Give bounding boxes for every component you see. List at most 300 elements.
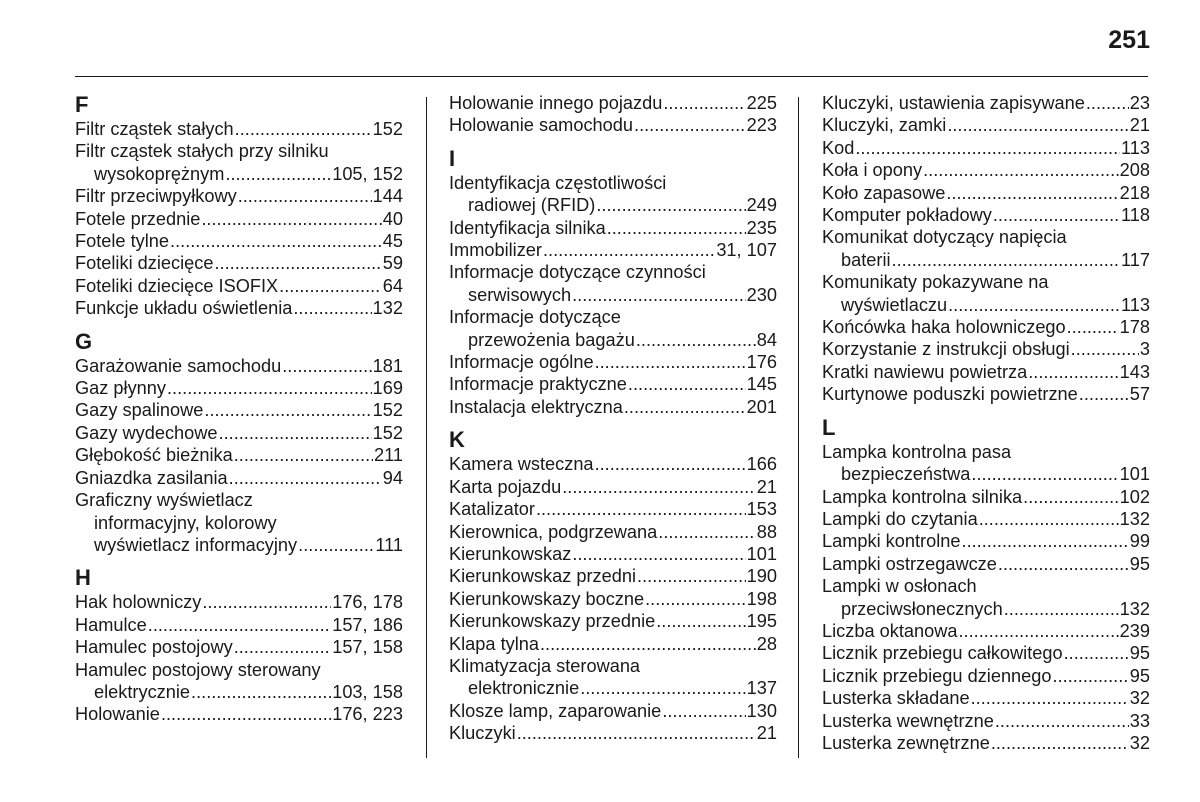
index-entry-line — [822, 598, 1150, 620]
index-entry-page: 137 — [746, 678, 777, 699]
index-entry — [449, 633, 777, 655]
index-entry-text: Liczba oktanowa — [822, 620, 958, 641]
index-entry-page: 101 — [746, 543, 777, 564]
index-entry-page: 3 — [1139, 339, 1150, 360]
index-entry-text: Kamera wsteczna — [449, 454, 594, 475]
index-entry-page: 21 — [756, 476, 777, 497]
index-entry-text: przewożenia bagażu — [468, 329, 635, 350]
index-entry-page: 166 — [746, 454, 777, 475]
index-entry-line — [822, 508, 1150, 530]
index-entry-line — [449, 543, 777, 565]
index-entry-text: Lusterka zewnętrzne — [822, 732, 990, 753]
dot-leader — [595, 351, 746, 373]
index-entry-page: 59 — [382, 253, 403, 274]
index-entry — [75, 275, 403, 297]
index-entry-line — [822, 249, 1150, 271]
dot-leader — [572, 543, 745, 565]
index-entry-line — [449, 172, 777, 194]
index-entry — [449, 610, 777, 632]
index-entry-page: 45 — [382, 231, 403, 252]
index-entry-page: 201 — [746, 396, 777, 417]
index-entry-text: Licznik przebiegu dziennego — [822, 665, 1052, 686]
index-entry-page: 95 — [1129, 665, 1150, 686]
index-entry-text: Gazy spalinowe — [75, 400, 204, 421]
index-entry-page: 23 — [1129, 93, 1150, 113]
dot-leader — [855, 137, 1120, 159]
dot-leader — [279, 275, 382, 297]
index-entry-line — [75, 422, 403, 444]
index-entry — [822, 441, 1150, 486]
index-entry — [449, 476, 777, 498]
index-entry — [822, 316, 1150, 338]
dot-leader — [947, 114, 1128, 136]
dot-leader — [658, 521, 755, 543]
dot-leader — [580, 677, 745, 699]
index-entry-text: Kierunkowskaz przedni — [449, 566, 637, 587]
index-entry-page: 211 — [374, 445, 403, 466]
index-section-letter: L — [822, 414, 836, 440]
index-entry — [75, 444, 403, 466]
index-entry — [75, 230, 403, 252]
dot-leader — [971, 687, 1129, 709]
dot-leader — [1067, 316, 1119, 338]
dot-leader — [234, 444, 373, 466]
index-entry-text: wyświetlaczu — [841, 294, 948, 315]
index-entry-line — [449, 498, 777, 520]
index-entry — [822, 271, 1150, 316]
dot-leader — [229, 467, 382, 489]
index-entry-page: 113 — [1121, 137, 1150, 158]
index-entry-line — [75, 399, 403, 421]
index-entry-text: Kod — [822, 137, 855, 158]
index-entry — [822, 226, 1150, 271]
index-entry-page: 33 — [1129, 710, 1150, 731]
dot-leader — [991, 732, 1129, 754]
index-entry-page: 169 — [372, 378, 403, 399]
index-entry-line — [75, 636, 403, 658]
index-entry-text: Hamulec postojowy — [75, 637, 233, 658]
dot-leader — [543, 239, 715, 261]
index-entry — [822, 642, 1150, 664]
index-entry-line — [75, 512, 403, 534]
index-entry — [75, 355, 403, 377]
index-entry — [75, 591, 403, 613]
index-entry — [75, 297, 403, 319]
index-entry-text: Gaz płynny — [75, 378, 166, 399]
index-entry-text: Lampki ostrzegawcze — [822, 553, 997, 574]
index-entry-line — [449, 677, 777, 699]
index-entry — [449, 306, 777, 351]
index-column-2 — [449, 92, 777, 745]
index-entry-line — [75, 185, 403, 207]
index-entry-line — [449, 396, 777, 418]
index-entry-line — [75, 591, 403, 613]
index-entry-page: 103, 158 — [332, 681, 403, 702]
index-entry-line — [822, 530, 1150, 552]
index-entry-line — [449, 700, 777, 722]
index-entry-text: Głębokość bieżnika — [75, 445, 233, 466]
index-entry-line — [449, 217, 777, 239]
index-entry-line — [449, 633, 777, 655]
index-entry-line — [75, 252, 403, 274]
index-entry-line — [822, 338, 1150, 360]
index-entry — [822, 159, 1150, 181]
index-entry-line — [75, 275, 403, 297]
index-entry-page: 57 — [1129, 384, 1150, 405]
dot-leader — [628, 373, 746, 395]
index-entry-page: 32 — [1129, 732, 1150, 753]
index-entry-line — [822, 620, 1150, 642]
index-entry-text: Graficzny wyświetlacz — [75, 490, 253, 511]
index-entry-page: 84 — [756, 329, 777, 350]
index-entry-line — [449, 565, 777, 587]
index-entry-page: 95 — [1129, 553, 1150, 574]
index-entry-text: Hamulec postojowy sterowany — [75, 659, 321, 680]
index-entry-text: Informacje praktyczne — [449, 374, 627, 395]
index-entry-text: Komunikaty pokazywane na — [822, 272, 1049, 293]
index-entry-text: Kurtynowe poduszki powietrzne — [822, 384, 1078, 405]
dot-leader — [219, 422, 372, 444]
index-entry — [75, 185, 403, 207]
dot-leader — [1028, 361, 1118, 383]
index-entry-page: 144 — [372, 186, 403, 207]
dot-leader — [948, 294, 1120, 316]
index-entry-text: Kluczyki, ustawienia zapisywane — [822, 93, 1085, 113]
index-entry — [449, 700, 777, 722]
index-entry — [822, 338, 1150, 360]
index-entry-line — [75, 140, 403, 162]
index-entry — [822, 383, 1150, 405]
dot-leader — [167, 377, 372, 399]
index-entry-page: 235 — [746, 217, 777, 238]
index-entry — [822, 361, 1150, 383]
dot-leader — [214, 252, 381, 274]
index-entry-line — [75, 534, 403, 556]
index-entry-line — [75, 355, 403, 377]
dot-leader — [235, 118, 372, 140]
index-entry-page: 145 — [746, 374, 777, 395]
index-entry-page: 132 — [1119, 508, 1150, 529]
index-entry-text: Kierunkowskazy przednie — [449, 611, 656, 632]
index-entry-line — [75, 703, 403, 725]
index-entry — [449, 588, 777, 610]
dot-leader — [995, 710, 1129, 732]
index-entry-text: Immobilizer — [449, 240, 542, 261]
index-entry — [75, 399, 403, 421]
index-entry-text: Foteliki dziecięce — [75, 253, 214, 274]
index-entry-text: Hamulce — [75, 614, 147, 635]
index-entry — [75, 489, 403, 556]
dot-leader — [148, 614, 331, 636]
index-entry-page: 28 — [756, 633, 777, 654]
dot-leader — [170, 230, 382, 252]
index-entry-text: Filtr przeciwpyłkowy — [75, 186, 237, 207]
dot-leader — [1071, 338, 1139, 360]
index-entry-line — [75, 467, 403, 489]
index-entry-line — [449, 453, 777, 475]
dot-leader — [607, 217, 746, 239]
index-entry-text: Katalizator — [449, 499, 535, 520]
index-entry-text: Kierunkowskazy boczne — [449, 588, 645, 609]
dot-leader — [624, 396, 746, 418]
index-entry-line — [822, 137, 1150, 159]
dot-leader — [1004, 598, 1119, 620]
index-entry-text: Filtr cząstek stałych — [75, 119, 234, 139]
dot-leader — [892, 249, 1120, 271]
index-entry-line — [75, 681, 403, 703]
index-entry-page: 152 — [372, 119, 403, 139]
index-entry-text: Informacje dotyczące — [449, 307, 621, 328]
index-entry-line — [449, 239, 777, 261]
index-entry-text: Kierunkowskaz — [449, 543, 572, 564]
index-entry-line — [75, 118, 403, 140]
index-entry-line — [822, 182, 1150, 204]
dot-leader — [225, 163, 331, 185]
index-entry-text: Informacje ogólne — [449, 352, 594, 373]
index-entry-line — [822, 114, 1150, 136]
index-entry-text: Filtr cząstek stałych przy silniku — [75, 141, 329, 162]
index-entry — [822, 114, 1150, 136]
index-entry-page: 178 — [1119, 317, 1150, 338]
index-entry — [822, 687, 1150, 709]
index-entry-text: Kierownica, podgrzewana — [449, 521, 658, 542]
index-entry — [449, 565, 777, 587]
index-entry-line — [449, 655, 777, 677]
index-entry — [822, 137, 1150, 159]
index-entry-text: Instalacja elektryczna — [449, 396, 623, 417]
index-entry — [75, 252, 403, 274]
index-entry-page: 198 — [746, 588, 777, 609]
index-entry-page: 95 — [1129, 643, 1150, 664]
index-entry-text: Komputer pokładowy — [822, 205, 992, 226]
dot-leader — [282, 355, 371, 377]
index-entry-text: Lampka kontrolna pasa — [822, 441, 1012, 462]
index-section-letter: H — [75, 565, 91, 591]
dot-leader — [161, 703, 331, 725]
index-entry-line — [822, 553, 1150, 575]
index-entry-line — [822, 204, 1150, 226]
index-entry-text: Fotele tylne — [75, 231, 170, 252]
index-entry — [75, 208, 403, 230]
index-entry-page: 176 — [746, 352, 777, 373]
index-entry — [822, 620, 1150, 642]
dot-leader — [634, 114, 746, 136]
index-entry-line — [449, 722, 777, 744]
index-entry — [822, 665, 1150, 687]
index-entry-text: Garażowanie samochodu — [75, 355, 282, 376]
index-entry-page: 143 — [1119, 361, 1150, 382]
index-entry-line — [449, 588, 777, 610]
index-entry-line — [822, 316, 1150, 338]
dot-leader — [201, 208, 381, 230]
index-entry-page: 152 — [372, 400, 403, 421]
index-entry — [75, 377, 403, 399]
index-entry-line — [449, 306, 777, 328]
index-entry-line — [822, 226, 1150, 248]
index-entry-page: 225 — [746, 93, 777, 113]
dot-leader — [540, 633, 756, 655]
index-entry-text: Fotele przednie — [75, 208, 201, 229]
index-entry-page: 101 — [1119, 464, 1150, 485]
index-entry — [449, 521, 777, 543]
dot-leader — [595, 453, 746, 475]
index-entry-text: Gniazdka zasilania — [75, 467, 228, 488]
index-entry-text: Hak holowniczy — [75, 592, 202, 613]
index-entry-page: 130 — [746, 700, 777, 721]
index-entry — [75, 422, 403, 444]
index-entry — [449, 722, 777, 744]
index-entry-page: 190 — [746, 566, 777, 587]
dot-leader — [923, 159, 1119, 181]
index-entry — [449, 396, 777, 418]
index-entry — [822, 553, 1150, 575]
index-entry-text: Kratki nawiewu powietrza — [822, 361, 1028, 382]
index-entry-page: 21 — [1129, 115, 1150, 136]
index-entry — [75, 636, 403, 658]
index-section-letter: G — [75, 328, 93, 354]
index-entry-text: Lusterka wewnętrzne — [822, 710, 994, 731]
index-entry-text: Karta pojazdu — [449, 476, 562, 497]
index-entry — [822, 486, 1150, 508]
index-entry-text: Lampki w osłonach — [822, 576, 977, 597]
index-entry — [449, 261, 777, 306]
index-entry-text: Lampki do czytania — [822, 508, 978, 529]
dot-leader — [637, 565, 746, 587]
index-entry — [449, 453, 777, 475]
index-entry-line — [822, 441, 1150, 463]
dot-leader — [993, 204, 1120, 226]
dot-leader — [636, 329, 756, 351]
index-entry-text: bezpieczeństwa — [841, 464, 971, 485]
index-entry-text: elektronicznie — [468, 678, 580, 699]
dot-leader — [1086, 92, 1129, 114]
index-entry-page: 31, 107 — [716, 240, 777, 261]
index-entry-text: Komunikat dotyczący napięcia — [822, 227, 1067, 248]
header-rule — [75, 76, 1148, 77]
dot-leader — [645, 588, 746, 610]
index-entry-page: 157, 186 — [332, 614, 403, 635]
index-entry-line — [75, 208, 403, 230]
index-entry — [449, 655, 777, 700]
index-column-3 — [822, 92, 1150, 754]
dot-leader — [517, 722, 756, 744]
index-entry — [449, 92, 777, 114]
index-entry-text: Licznik przebiegu całkowitego — [822, 643, 1063, 664]
dot-leader — [202, 591, 331, 613]
index-entry-text: Identyfikacja silnika — [449, 217, 606, 238]
index-entry — [822, 732, 1150, 754]
dot-leader — [1053, 665, 1129, 687]
index-entry-page: 102 — [1119, 486, 1150, 507]
index-entry-line — [75, 659, 403, 681]
dot-leader — [1079, 383, 1129, 405]
index-entry-line — [822, 486, 1150, 508]
index-entry-text: Gazy wydechowe — [75, 422, 218, 443]
index-entry — [822, 575, 1150, 620]
index-entry — [449, 239, 777, 261]
index-entry-text: Klapa tylna — [449, 633, 539, 654]
index-entry — [75, 140, 403, 185]
index-entry-page: 153 — [746, 499, 777, 520]
dot-leader — [191, 681, 331, 703]
index-entry-line — [449, 329, 777, 351]
dot-leader — [293, 297, 371, 319]
index-section-letter: F — [75, 92, 89, 117]
index-entry-page: 223 — [746, 115, 777, 136]
index-entry — [75, 467, 403, 489]
index-entry-line — [822, 687, 1150, 709]
dot-leader — [971, 463, 1118, 485]
column-divider — [798, 97, 799, 758]
index-entry — [75, 703, 403, 725]
dot-leader — [958, 620, 1118, 642]
dot-leader — [204, 399, 371, 421]
index-entry-line — [449, 521, 777, 543]
index-entry-text: Foteliki dziecięce ISOFIX — [75, 275, 279, 296]
index-entry-line — [822, 361, 1150, 383]
dot-leader — [234, 636, 332, 658]
index-entry-text: Kluczyki, zamki — [822, 115, 947, 136]
index-entry-text: Kluczyki — [449, 723, 516, 744]
index-entry — [822, 530, 1150, 552]
index-entry-text: Końcówka haka holowniczego — [822, 317, 1066, 338]
index-entry-text: Informacje dotyczące czynności — [449, 262, 706, 283]
dot-leader — [1064, 642, 1129, 664]
index-entry-line — [449, 114, 777, 136]
dot-leader — [663, 92, 745, 114]
index-entry-line — [75, 230, 403, 252]
index-entry — [75, 118, 403, 140]
index-entry-line — [75, 489, 403, 511]
index-column-1 — [75, 92, 403, 726]
index-entry-text: Funkcje układu oświetlenia — [75, 298, 293, 319]
index-entry — [449, 351, 777, 373]
dot-leader — [238, 185, 372, 207]
index-entry-text: baterii — [841, 249, 891, 270]
index-entry-text: elektrycznie — [94, 681, 191, 702]
index-entry-line — [449, 476, 777, 498]
index-entry-line — [822, 665, 1150, 687]
index-entry-page: 40 — [382, 208, 403, 229]
index-entry-page: 111 — [375, 534, 403, 555]
index-entry — [822, 92, 1150, 114]
index-entry-page: 117 — [1121, 249, 1150, 270]
index-entry-line — [822, 463, 1150, 485]
index-entry-page: 181 — [372, 355, 403, 376]
index-entry-text: radiowej (RFID) — [468, 195, 596, 216]
index-entry-line — [449, 610, 777, 632]
index-entry-line — [822, 732, 1150, 754]
index-entry-line — [822, 642, 1150, 664]
index-entry-text: Korzystanie z instrukcji obsługi — [822, 339, 1070, 360]
index-entry — [449, 217, 777, 239]
index-entry — [75, 659, 403, 704]
index-entry-page: 32 — [1129, 688, 1150, 709]
dot-leader — [946, 182, 1118, 204]
index-entry-line — [822, 159, 1150, 181]
index-entry-page: 105, 152 — [332, 163, 403, 184]
dot-leader — [998, 553, 1129, 575]
index-entry — [449, 373, 777, 395]
index-entry-page: 64 — [382, 275, 403, 296]
dot-leader — [572, 284, 746, 306]
index-entry — [75, 614, 403, 636]
index-entry-page: 239 — [1119, 620, 1150, 641]
index-entry-text: wysokoprężnym — [94, 163, 225, 184]
index-entry-page: 132 — [1119, 598, 1150, 619]
index-entry-page: 94 — [382, 467, 403, 488]
index-entry-text: serwisowych — [468, 284, 572, 305]
